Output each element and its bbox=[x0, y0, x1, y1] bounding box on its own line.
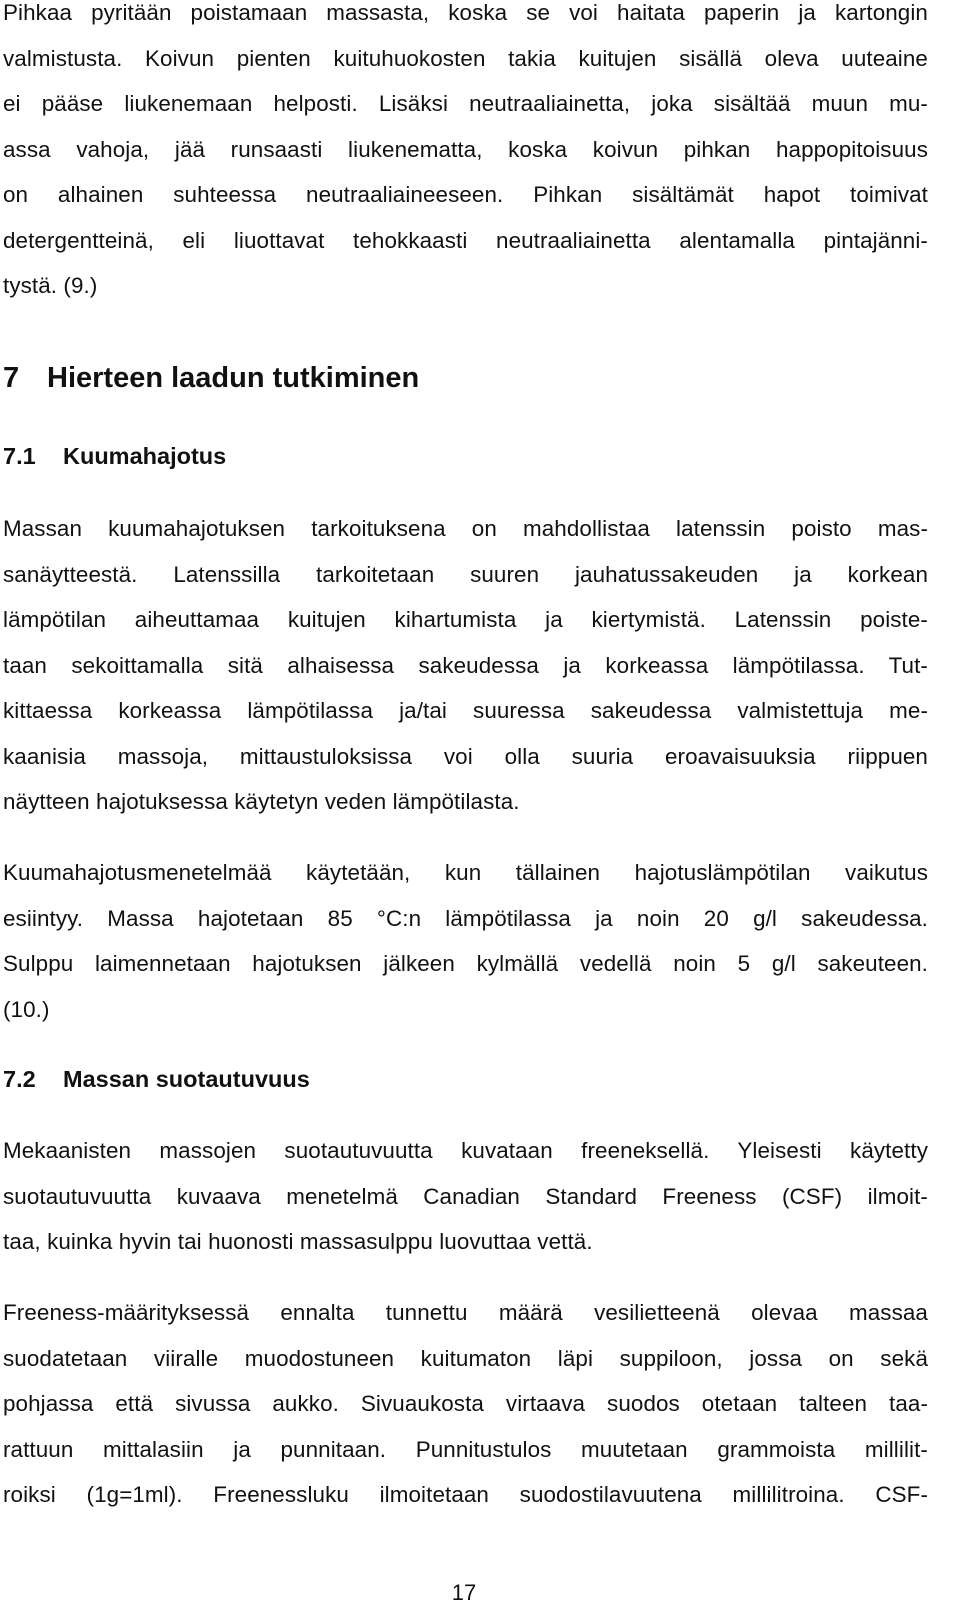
section-number: 7.1 bbox=[3, 443, 36, 469]
text-line: Sulppu laimennetaan hajotuksen jälkeen kylmällä vedellä noin 5 g/l sakeuteen. bbox=[3, 951, 928, 976]
text-line: kittaessa korkeassa lämpötilassa ja/tai suuressa sakeudessa valmistettuja me- bbox=[3, 698, 928, 723]
body-paragraph-intro bbox=[3, 0, 928, 309]
text-line: Freeness-määrityksessä ennalta tunnettu määrä vesilietteenä olevaa massaa bbox=[3, 1300, 928, 1325]
section-heading-7-1 bbox=[3, 443, 226, 470]
text-line: roiksi (1g=1ml). Freenessluku ilmoitetaan suodostilavuutena millilitroina. CSF- bbox=[3, 1482, 928, 1507]
text-line: suodatetaan viiralle muodostuneen kuitumaton läpi suppiloon, jossa on sekä bbox=[3, 1345, 928, 1371]
chapter-heading bbox=[3, 362, 419, 395]
page-number: 17 bbox=[451, 1580, 477, 1605]
text-line: taan sekoittamalla sitä alhaisessa sakeudessa ja korkeassa lämpötilassa. Tut- bbox=[3, 652, 928, 678]
text-line: rattuun mittalasiin ja punnitaan. Punnitustulos muutetaan grammoista millilit- bbox=[3, 1436, 928, 1462]
body-paragraph-suotautuvuus-2 bbox=[3, 1290, 928, 1518]
text-line: ei pääse liukenemaan helposti. Lisäksi neutraaliainetta, joka sisältää muun mu- bbox=[3, 91, 928, 116]
text-line: Mekaanisten massojen suotautuvuutta kuvataan freeneksellä. Yleisesti käytetty bbox=[3, 1138, 928, 1163]
text-line: kaanisia massoja, mittaustuloksissa voi olla suuria eroavaisuuksia riippuen bbox=[3, 743, 928, 769]
text-line: (10.) bbox=[3, 996, 50, 1022]
text-line: sanäytteestä. Latenssilla tarkoitetaan suuren jauhatussakeuden ja korkean bbox=[3, 561, 928, 587]
section-title: Massan suotautuvuus bbox=[63, 1066, 310, 1092]
body-paragraph-kuumahajotus-1 bbox=[3, 506, 928, 825]
text-line: detergentteinä, eli liuottavat tehokkaasti neutraaliainetta alentamalla pintajänni- bbox=[3, 227, 928, 253]
section-heading-7-2 bbox=[3, 1066, 310, 1093]
text-line: suotautuvuutta kuvaava menetelmä Canadian Standard Freeness (CSF) ilmoit- bbox=[3, 1183, 928, 1209]
text-line: lämpötilan aiheuttamaa kuitujen kihartumista ja kiertymistä. Latenssin poiste- bbox=[3, 607, 928, 632]
chapter-number: 7 bbox=[3, 362, 20, 394]
chapter-title: Hierteen laadun tutkiminen bbox=[47, 362, 420, 394]
text-line: näytteen hajotuksessa käytetyn veden lämpötilasta. bbox=[3, 789, 520, 814]
text-line: Massan kuumahajotuksen tarkoituksena on mahdollistaa latenssin poisto mas- bbox=[3, 516, 928, 541]
text-line: Pihkaa pyritään poistamaan massasta, koska se voi haitata paperin ja kartongin bbox=[3, 0, 928, 25]
text-line: on alhainen suhteessa neutraaliaineeseen. Pihkan sisältämät hapot toimivat bbox=[3, 182, 928, 207]
text-line: Kuumahajotusmenetelmää käytetään, kun tällainen hajotuslämpötilan vaikutus bbox=[3, 860, 928, 885]
text-line: pohjassa että sivussa aukko. Sivuaukosta virtaava suodos otetaan talteen taa- bbox=[3, 1391, 928, 1416]
text-line: assa vahoja, jää runsaasti liukenematta, koska koivun pihkan happopitoisuus bbox=[3, 136, 928, 162]
text-line: tystä. (9.) bbox=[3, 273, 98, 298]
body-paragraph-suotautuvuus-1 bbox=[3, 1128, 928, 1265]
text-line: taa, kuinka hyvin tai huonosti massasulppu luovuttaa vettä. bbox=[3, 1229, 593, 1254]
section-number: 7.2 bbox=[3, 1066, 36, 1092]
section-title: Kuumahajotus bbox=[63, 443, 227, 469]
text-line: valmistusta. Koivun pienten kuituhuokosten takia kuitujen sisällä oleva uuteaine bbox=[3, 45, 928, 71]
body-paragraph-kuumahajotus-2 bbox=[3, 850, 928, 1032]
text-line: esiintyy. Massa hajotetaan 85 °C:n lämpötilassa ja noin 20 g/l sakeudessa. bbox=[3, 905, 928, 931]
